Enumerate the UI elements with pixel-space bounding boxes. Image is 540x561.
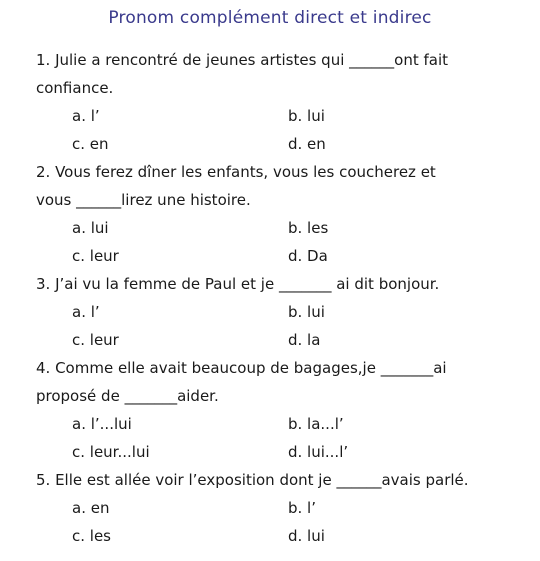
question-2-option-b: b. les: [288, 219, 329, 237]
question-5-text-line-1: 5. Elle est allée voir l’exposition dont je ______avais parlé.: [36, 471, 469, 489]
question-3: [36, 270, 531, 354]
question-1-option-a: a. l’: [72, 107, 100, 125]
question-1-option-b: b. lui: [288, 107, 325, 125]
question-2-option-c: c. leur: [72, 247, 119, 265]
question-2-option-a: a. lui: [72, 219, 109, 237]
question-2-text-line-1: 2. Vous ferez dîner les enfants, vous les coucherez et: [36, 163, 436, 181]
question-1: [36, 46, 531, 158]
question-1-text-line-2: confiance.: [36, 79, 114, 97]
question-5-options-row-1: [36, 494, 531, 522]
question-1-option-c: c. en: [72, 135, 109, 153]
question-5-options-row-2: [36, 522, 531, 550]
question-list: [36, 46, 531, 550]
question-3-option-c: c. leur: [72, 331, 119, 349]
question-3-option-b: b. lui: [288, 303, 325, 321]
question-1-options-row-1: [36, 102, 531, 130]
question-5-option-b: b. l’: [288, 499, 316, 517]
question-2-options-row-1: [36, 214, 531, 242]
question-4-options-row-2: [36, 438, 531, 466]
question-1-option-d: d. en: [288, 135, 326, 153]
question-4-options-row-1: [36, 410, 531, 438]
question-2: [36, 158, 531, 270]
question-4-option-b: b. la...l’: [288, 415, 344, 433]
question-1-text-line-1: 1. Julie a rencontré de jeunes artistes qui ______ont fait: [36, 51, 448, 69]
question-1-options-row-2: [36, 130, 531, 158]
question-4-option-c: c. leur...lui: [72, 443, 150, 461]
question-4-text-line-2: proposé de _______aider.: [36, 387, 219, 405]
question-4-option-d: d. lui...l’: [288, 443, 349, 461]
question-2-text-line-2: vous ______lirez une histoire.: [36, 191, 251, 209]
question-4: [36, 354, 531, 466]
question-3-option-a: a. l’: [72, 303, 100, 321]
question-4-option-a: a. l’...lui: [72, 415, 132, 433]
question-3-option-d: d. la: [288, 331, 321, 349]
worksheet-title: Pronom complément direct et indirec: [108, 8, 432, 28]
question-2-options-row-2: [36, 242, 531, 270]
question-2-option-d: d. Da: [288, 247, 328, 265]
question-5: [36, 466, 531, 550]
question-5-option-d: d. lui: [288, 527, 325, 545]
question-5-option-a: a. en: [72, 499, 110, 517]
question-3-options-row-2: [36, 326, 531, 354]
question-5-option-c: c. les: [72, 527, 111, 545]
question-3-options-row-1: [36, 298, 531, 326]
question-4-text-line-1: 4. Comme elle avait beaucoup de bagages,je _______ai: [36, 359, 447, 377]
question-3-text-line-1: 3. J’ai vu la femme de Paul et je _______ ai dit bonjour.: [36, 275, 440, 293]
